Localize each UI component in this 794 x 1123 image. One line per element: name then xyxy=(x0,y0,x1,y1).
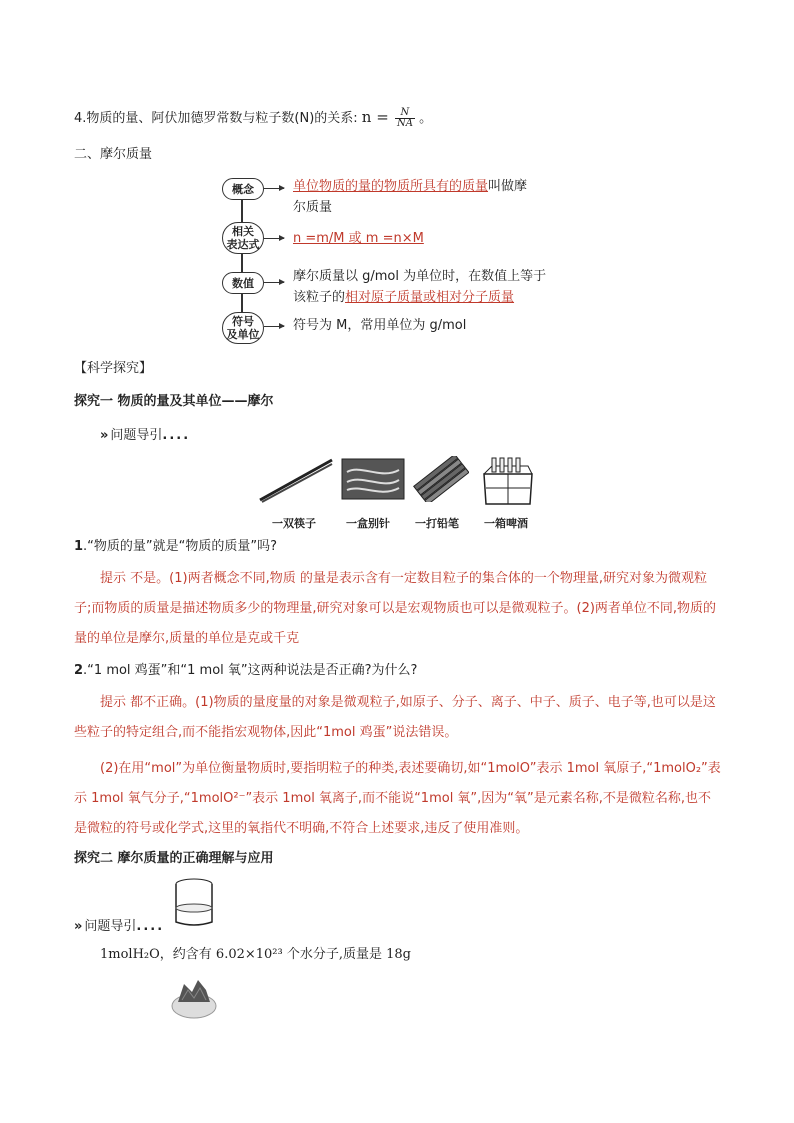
answer-1-body: 不是。(1)两者概念不同,物质 的量是表示含有一定数目粒子的集合体的一个物理量,研究对象为微观粒子;而物质的质量是描述物质多少的物理量,研究对象可以是宏观物质也可以是微观粒子。(2)两者单位不同,物质的量的单位是摩尔,质量的单位是克或千克 xyxy=(74,571,717,646)
guide-2-label: 问题导引 xyxy=(84,919,137,934)
concept-line2: 尔质量 xyxy=(293,200,333,215)
water-line: 1molH₂O，约含有 6.02×10²³ 个水分子,质量是 18g xyxy=(100,947,411,962)
arrow-concept xyxy=(264,188,284,189)
science-header: 【科学探究】 xyxy=(74,361,153,376)
inquiry2-title: 探究二 摩尔质量的正确理解与应用 xyxy=(74,851,274,866)
double-chevron-icon: » xyxy=(100,428,107,443)
question-2-text: .“1 mol 鸡蛋”和“1 mol 氧”这两种说法是否正确?为什么? xyxy=(83,663,418,678)
value-text xyxy=(293,266,546,308)
caption-pins: 一盒别针 xyxy=(346,517,390,530)
chopsticks-image xyxy=(258,456,334,504)
node-expression xyxy=(222,222,264,254)
salt-dish-image xyxy=(170,972,218,1020)
arrow-expression xyxy=(264,238,284,239)
answer-1 xyxy=(74,564,722,654)
question-1-num: 1 xyxy=(74,539,84,554)
caption-beer: 一箱啤酒 xyxy=(484,517,528,530)
node-symbol xyxy=(222,312,264,344)
node-concept: 概念 xyxy=(222,178,264,200)
guide-2: » 问题导引.... xyxy=(74,919,165,934)
node-symbol-label-1: 符号 xyxy=(232,315,254,328)
value-line2-pre: 该粒子的 xyxy=(293,290,346,305)
inquiry1-title: 探究一 物质的量及其单位——摩尔 xyxy=(74,394,274,409)
fraction-numerator: N xyxy=(395,108,415,119)
caption-chopsticks: 一双筷子 xyxy=(272,517,316,530)
section-title-molar-mass: 二、摩尔质量 xyxy=(74,147,153,162)
answer-2 xyxy=(74,688,722,748)
value-line1: 摩尔质量以 g/mol 为单位时，在数值上等于 xyxy=(293,269,547,284)
expression-text: n =m/M 或 m =n×M xyxy=(293,231,424,246)
answer-2-prefix: 提示 xyxy=(100,695,127,710)
symbol-text: 符号为 M，常用单位为 g/mol xyxy=(293,318,467,333)
question-1 xyxy=(74,540,277,553)
relation-line xyxy=(74,108,432,129)
node-symbol-label-2: 及单位 xyxy=(226,328,260,341)
formula-lhs: n = xyxy=(361,108,389,126)
value-line2-red: 相对原子质量或相对分子质量 xyxy=(345,290,515,305)
arrow-symbol xyxy=(264,326,284,327)
question-1-text: .“物质的量”就是“物质的质量”吗? xyxy=(83,539,278,554)
beaker-image xyxy=(172,876,216,928)
concept-tail: 叫做摩 xyxy=(488,179,528,194)
concept-text xyxy=(293,176,527,218)
node-expression-label-2: 表达式 xyxy=(226,238,260,251)
relation-end: 。 xyxy=(419,111,433,126)
answer-1-prefix: 提示 xyxy=(100,571,127,586)
relation-text: 4.物质的量、阿伏加德罗常数与粒子数(N)的关系: xyxy=(74,111,358,126)
fraction-denominator: NA xyxy=(396,118,413,129)
guide-1: » 问题导引.... xyxy=(100,428,191,443)
guide-1-label: 问题导引 xyxy=(110,428,163,443)
formula-fraction xyxy=(395,108,415,129)
pins-box-image xyxy=(341,458,405,500)
beer-crate-image xyxy=(480,456,536,506)
question-2 xyxy=(74,664,417,677)
answer-2-body: 都不正确。(1)物质的量度量的对象是微观粒子,如原子、分子、离子、中子、质子、电子等,也可以是这些粒子的特定组合,而不能指宏观物体,因此“1mol 鸡蛋”说法错误。 xyxy=(74,695,716,740)
node-value: 数值 xyxy=(222,272,264,294)
caption-pencils: 一打铅笔 xyxy=(415,517,459,530)
answer-3 xyxy=(74,754,722,844)
node-expression-label-1: 相关 xyxy=(232,225,254,238)
pencils-image xyxy=(413,456,469,502)
arrow-value xyxy=(264,282,284,283)
question-2-num: 2 xyxy=(74,663,84,678)
double-chevron-icon: » xyxy=(74,919,81,934)
answer-3-body: (2)在用“mol”为单位衡量物质时,要指明粒子的种类,表述要确切,如“1molO”表示 1mol 氧原子,“1molO₂”表示 1mol 氧气分子,“1molO²⁻”表示 1mol 氧离子,而不能说“1mol 氧”,因为“氧”是元素名称,不是微粒名称,也不是微粒的符号或化学式,这里的氧指代不明确,不符合上述要求,违反了使用准则。 xyxy=(74,761,721,836)
concept-red: 单位物质的量的物质所具有的质量 xyxy=(293,179,489,194)
